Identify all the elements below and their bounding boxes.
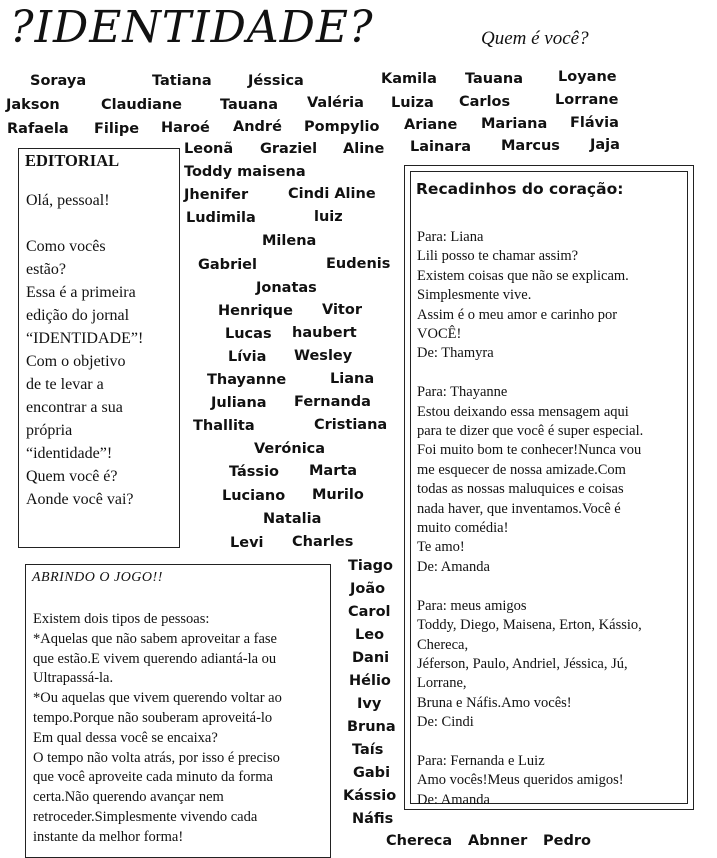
name-item: Lorrane: [555, 92, 619, 108]
name-item: Levi: [230, 535, 264, 551]
recadinho-line: De: Cindi: [417, 714, 474, 731]
name-item: Leonã: [184, 141, 234, 157]
recadinho-line: Estou deixando essa mensagem aqui: [417, 403, 629, 420]
recadinho-line: Chereca,: [417, 636, 469, 653]
name-item: Tássio: [229, 464, 279, 480]
recadinho-line: todas as nossas maluquices e coisas: [417, 481, 624, 498]
recadinho-line: [417, 364, 685, 383]
jogo-line: Em qual dessa você se encaixa?: [33, 729, 218, 746]
name-item: Valéria: [307, 95, 364, 111]
name-item: Bruna: [347, 719, 396, 735]
recadinho-line: Lili posso te chamar assim?: [417, 248, 579, 265]
abrindo-o-jogo-box: [25, 564, 331, 858]
name-item: Kássio: [343, 788, 397, 804]
editorial-line: Olá, pessoal!: [26, 192, 110, 209]
jogo-line: que estão.E vivem querendo adiantá-la ou: [33, 650, 277, 667]
editorial-line: Como vocês: [26, 238, 106, 255]
recadinho-line: me esquecer de nossa amizade.Com: [417, 461, 626, 478]
name-item: Lívia: [228, 349, 267, 365]
jogo-line: *Aquelas que não sabem aproveitar a fase: [33, 630, 277, 647]
editorial-heading: EDITORIAL: [25, 151, 120, 170]
recadinhos-heading: Recadinhos do coração:: [416, 180, 624, 198]
name-item: Jonatas: [256, 280, 317, 296]
abrindo-o-jogo-text: [33, 610, 328, 848]
recadinho-line: Foi muito bom te conhecer!Nunca vou: [417, 442, 642, 459]
recadinho-line: [417, 577, 685, 596]
recadinho-line: para te dizer que você é super especial.: [417, 423, 644, 440]
recadinhos-text: [417, 228, 685, 810]
editorial-line: [26, 212, 176, 235]
name-item: Flávia: [570, 115, 619, 131]
jogo-line: que você aproveite cada minuto da forma: [33, 769, 273, 786]
recadinho-line: De: Amanda: [417, 791, 490, 808]
recadinho-line: VOCÊ!: [417, 326, 462, 343]
jogo-line: *Ou aquelas que vivem querendo voltar ao: [33, 690, 282, 707]
name-item: Jaja: [590, 137, 620, 153]
name-item: Dani: [352, 650, 390, 666]
recadinho-line: De: Amanda: [417, 558, 490, 575]
name-item: Milena: [262, 233, 317, 249]
name-item: Marta: [309, 463, 358, 479]
name-item: André: [233, 119, 282, 135]
recadinho-line: Te amo!: [417, 539, 465, 556]
name-item: Leo: [355, 627, 385, 643]
recadinho-line: nada haver, que inventamos.Você é: [417, 500, 621, 517]
jogo-line: O tempo não volta atrás, por isso é preciso: [33, 749, 280, 766]
recadinho-line: Existem coisas que não se explicam.: [417, 267, 629, 284]
name-item: Pedro: [543, 833, 591, 849]
newspaper-subtitle: Quem é você?: [481, 28, 589, 49]
name-item: Lainara: [410, 139, 472, 155]
abrindo-o-jogo-heading: ABRINDO O JOGO!!: [32, 570, 163, 585]
recadinho-line: Lorrane,: [417, 675, 467, 692]
recadinho-line: Jéferson, Paulo, Andriel, Jéssica, Jú,: [417, 655, 628, 672]
name-item: Cindi Aline: [288, 186, 376, 202]
editorial-line: estão?: [26, 261, 66, 278]
name-item: Rafaela: [7, 121, 69, 137]
name-item: Soraya: [30, 73, 87, 89]
name-item: Luciano: [222, 488, 286, 504]
name-item: Pompylio: [304, 119, 380, 135]
editorial-line: de te levar a: [26, 376, 104, 393]
recadinho-line: Para: meus amigos: [417, 597, 527, 614]
name-item: Graziel: [260, 141, 318, 157]
name-item: Loyane: [558, 69, 617, 85]
name-item: Gabi: [353, 765, 391, 781]
name-item: Thayanne: [207, 372, 287, 388]
name-item: Cristiana: [314, 417, 388, 433]
name-item: Gabriel: [198, 257, 257, 273]
editorial-line: “identidade”!: [26, 445, 113, 462]
name-item: Tiago: [348, 558, 393, 574]
name-item: Fernanda: [294, 394, 371, 410]
name-item: Tauana: [220, 97, 279, 113]
jogo-line: Ultrapassá-la.: [33, 670, 114, 687]
name-item: Ludimila: [186, 210, 256, 226]
name-item: Thallita: [193, 418, 255, 434]
name-item: Murilo: [312, 487, 364, 503]
name-item: Tauana: [465, 71, 524, 87]
name-item: Toddy maisena: [184, 164, 306, 180]
name-item: Vitor: [322, 302, 362, 318]
recadinho-line: Bruna e Náfis.Amo vocês!: [417, 694, 572, 711]
name-item: Aline: [343, 141, 385, 157]
name-item: Claudiane: [101, 97, 183, 113]
editorial-line: Essa é a primeira: [26, 284, 136, 301]
name-item: Carlos: [459, 94, 511, 110]
name-item: Liana: [330, 371, 375, 387]
name-item: Wesley: [294, 348, 353, 364]
editorial-line: Quem você é?: [26, 468, 118, 485]
recadinho-line: Amo vocês!Meus queridos amigos!: [417, 772, 624, 789]
name-item: Tatiana: [152, 73, 212, 89]
name-item: luiz: [314, 209, 343, 225]
name-item: Mariana: [481, 116, 548, 132]
name-item: Henrique: [218, 303, 293, 319]
editorial-line: “IDENTIDADE”!: [26, 330, 144, 347]
jogo-line: tempo.Porque não souberam aproveitá-lo: [33, 709, 273, 726]
name-item: haubert: [292, 325, 357, 341]
name-item: Lucas: [225, 326, 272, 342]
editorial-line: encontrar a sua: [26, 399, 123, 416]
name-item: Náfis: [352, 811, 394, 827]
jogo-line: Existem dois tipos de pessoas:: [33, 611, 210, 627]
name-item: Kamila: [381, 71, 437, 87]
editorial-line: edição do jornal: [26, 307, 130, 324]
name-item: Luiza: [391, 95, 434, 111]
name-item: Verónica: [254, 441, 326, 457]
jogo-line: retroceder.Simplesmente vivendo cada: [33, 808, 258, 825]
recadinho-line: muito comédia!: [417, 520, 509, 537]
name-item: Jéssica: [248, 73, 304, 89]
recadinho-line: Toddy, Diego, Maisena, Erton, Kássio,: [417, 617, 642, 634]
editorial-line: própria: [26, 422, 73, 439]
name-item: Carol: [348, 604, 391, 620]
editorial-text: [26, 189, 176, 511]
name-item: Natalia: [263, 511, 322, 527]
editorial-line: Com o objetivo: [26, 353, 126, 370]
name-item: Jakson: [6, 97, 60, 113]
name-item: Ariane: [404, 117, 458, 133]
editorial-box: [18, 148, 180, 548]
editorial-line: Aonde você vai?: [26, 491, 134, 508]
jogo-line: instante da melhor forma!: [33, 828, 184, 845]
recadinho-line: Para: Liana: [417, 229, 484, 245]
recadinhos-box: [410, 171, 688, 808]
name-item: Jhenifer: [184, 187, 249, 203]
name-item: Taís: [352, 742, 384, 758]
name-item: Filipe: [94, 121, 140, 137]
newspaper-title: ?IDENTIDADE?: [10, 2, 374, 53]
name-item: Abnner: [468, 833, 528, 849]
jogo-line: certa.Não querendo avançar nem: [33, 789, 224, 806]
name-item: Juliana: [211, 395, 267, 411]
name-item: Ivy: [357, 696, 382, 712]
name-item: Eudenis: [326, 256, 391, 272]
name-item: Chereca: [386, 833, 453, 849]
name-item: João: [350, 581, 386, 597]
recadinho-line: De: Thamyra: [417, 345, 494, 362]
name-item: Marcus: [501, 138, 560, 154]
name-item: Charles: [292, 534, 354, 550]
recadinho-line: Para: Fernanda e Luiz: [417, 752, 545, 769]
recadinho-line: Para: Thayanne: [417, 384, 508, 401]
recadinho-line: [417, 733, 685, 752]
recadinho-line: Assim é o meu amor e carinho por: [417, 306, 618, 323]
name-item: Haroé: [161, 120, 210, 136]
recadinho-line: Simplesmente vive.: [417, 287, 532, 304]
name-item: Hélio: [349, 673, 391, 689]
